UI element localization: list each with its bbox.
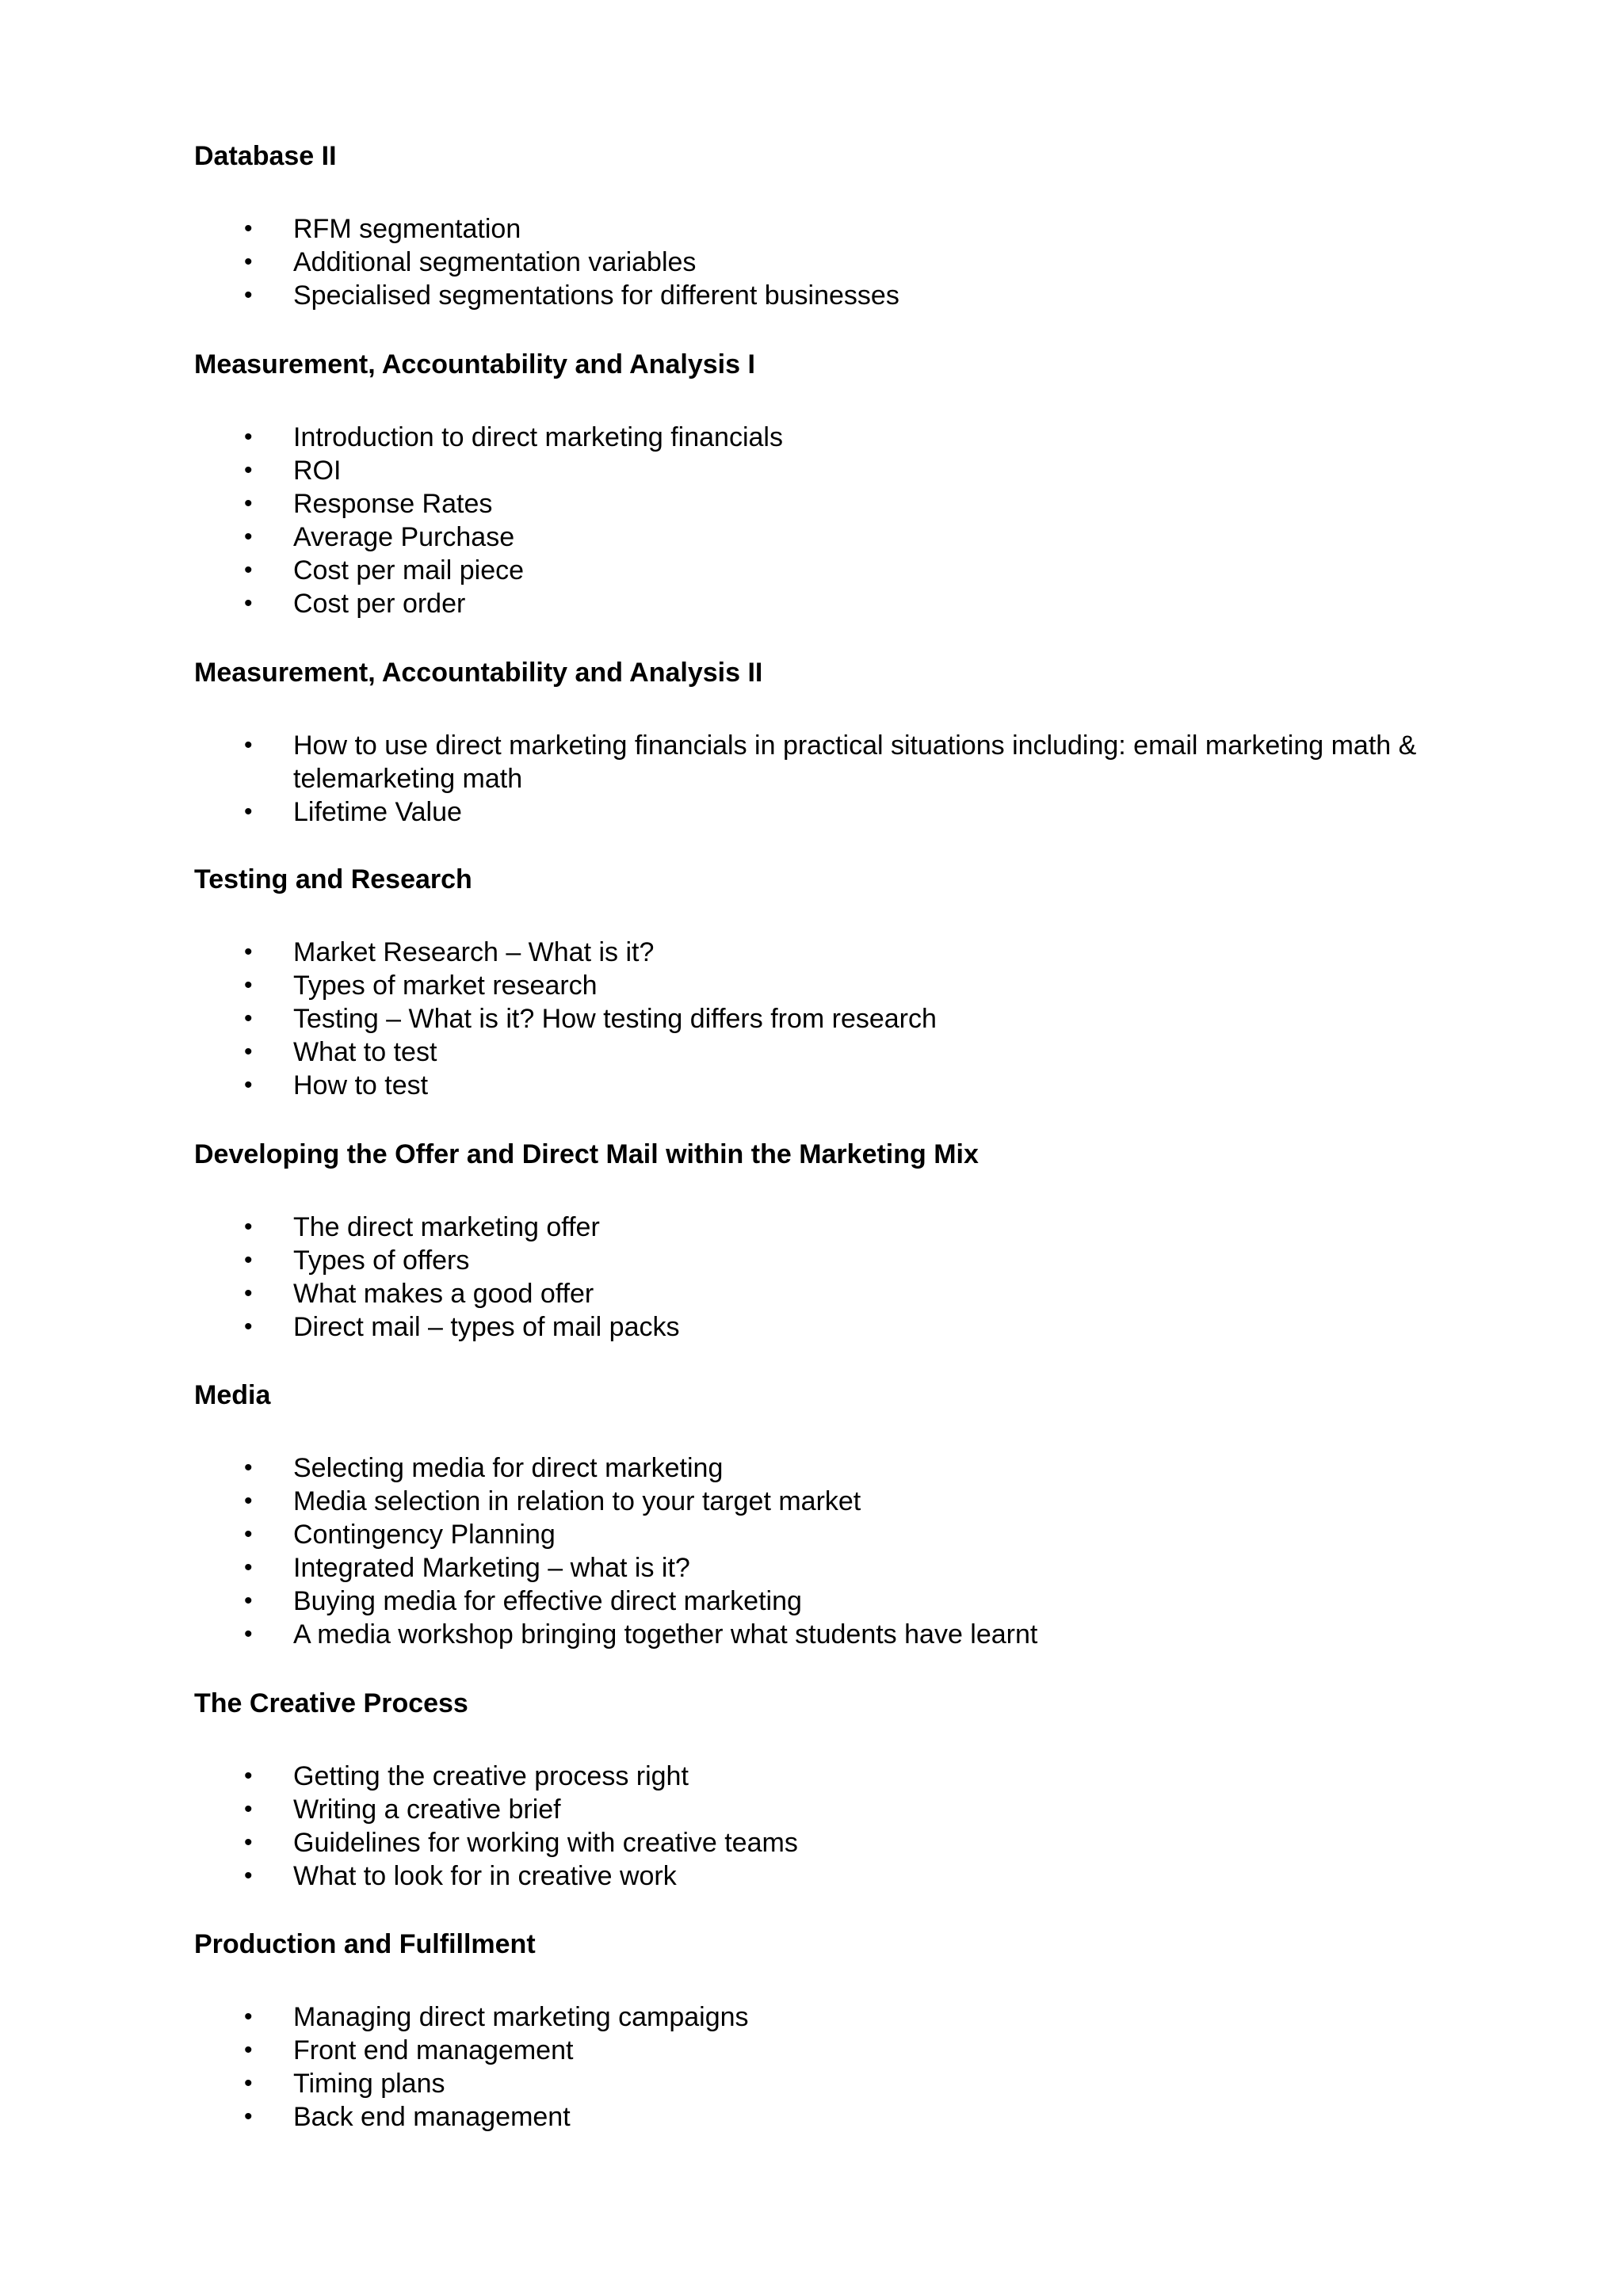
list-item (194, 1551, 1478, 1585)
bullet-icon: • (244, 424, 253, 450)
section-production-fulfillment (194, 1928, 1478, 2134)
bullet-list (194, 729, 1478, 829)
list-item (194, 1002, 1478, 1035)
list-item (194, 2034, 1478, 2067)
list-item (194, 1069, 1478, 1102)
list-item-text: Testing – What is it? How testing differs from research (293, 1004, 937, 1034)
list-item-text: Lifetime Value (293, 797, 462, 827)
list-item (194, 1244, 1478, 1277)
bullet-list (194, 936, 1478, 1102)
list-item-text: What makes a good offer (293, 1279, 594, 1309)
bullet-icon: • (244, 1763, 253, 1789)
list-item (194, 1277, 1478, 1310)
list-item-text: The direct marketing offer (293, 1212, 600, 1242)
list-item (194, 1618, 1478, 1651)
bullet-icon: • (244, 1214, 253, 1240)
list-item (194, 936, 1478, 969)
section-title: Measurement, Accountability and Analysis I (194, 349, 755, 379)
list-item (194, 795, 1478, 829)
bullet-icon: • (244, 1039, 253, 1065)
bullet-icon: • (244, 490, 253, 517)
list-item-text: Average Purchase (293, 522, 515, 552)
bullet-list (194, 2000, 1478, 2134)
list-item-text: Getting the creative process right (293, 1761, 689, 1791)
bullet-icon: • (244, 590, 253, 616)
list-item (194, 1585, 1478, 1618)
list-item (194, 1518, 1478, 1551)
bullet-icon: • (244, 1314, 253, 1340)
section-title: Database II (194, 141, 337, 171)
list-item (194, 1793, 1478, 1826)
list-item-text: Guidelines for working with creative teams (293, 1828, 798, 1858)
list-item-text: Contingency Planning (293, 1520, 556, 1550)
list-item (194, 2100, 1478, 2134)
bullet-icon: • (244, 524, 253, 550)
bullet-icon: • (244, 1829, 253, 1855)
list-item-text: Back end management (293, 2102, 571, 2132)
list-item-text: What to test (293, 1037, 437, 1067)
bullet-list (194, 421, 1478, 620)
bullet-icon: • (244, 2037, 253, 2063)
list-item (194, 969, 1478, 1002)
section-title: Developing the Offer and Direct Mail within the Marketing Mix (194, 1139, 979, 1169)
bullet-icon: • (244, 732, 253, 758)
list-item-text: Response Rates (293, 489, 493, 519)
bullet-icon: • (244, 1554, 253, 1581)
section-title: Production and Fulfillment (194, 1929, 536, 1959)
list-item (194, 554, 1478, 587)
list-item-text: Additional segmentation variables (293, 247, 697, 277)
bullet-icon: • (244, 1280, 253, 1306)
list-item (194, 487, 1478, 521)
list-item-text: Timing plans (293, 2069, 445, 2099)
list-item-text: A media workshop bringing together what students have learnt (293, 1619, 1038, 1650)
list-item-text: Types of market research (293, 971, 598, 1001)
bullet-icon: • (244, 2103, 253, 2130)
list-item (194, 1859, 1478, 1893)
section-media (194, 1379, 1478, 1651)
section-title: Media (194, 1380, 271, 1410)
list-item (194, 1211, 1478, 1244)
bullet-icon: • (244, 1247, 253, 1273)
section-title: Measurement, Accountability and Analysis II (194, 658, 763, 688)
section-testing-research (194, 863, 1478, 1102)
list-item-text: Specialised segmentations for different businesses (293, 280, 899, 311)
list-item (194, 521, 1478, 554)
bullet-icon: • (244, 2004, 253, 2030)
list-item-text: Cost per mail piece (293, 555, 525, 585)
list-item (194, 2000, 1478, 2034)
list-item-text: Introduction to direct marketing financials (293, 422, 783, 452)
bullet-icon: • (244, 457, 253, 483)
list-item-text: Writing a creative brief (293, 1794, 561, 1825)
list-item-text: Direct mail – types of mail packs (293, 1312, 680, 1342)
list-item (194, 279, 1478, 312)
bullet-icon: • (244, 1863, 253, 1889)
bullet-list (194, 1451, 1478, 1651)
list-item (194, 1451, 1478, 1485)
bullet-icon: • (244, 1005, 253, 1032)
bullet-icon: • (244, 1588, 253, 1614)
bullet-icon: • (244, 1621, 253, 1647)
list-item-text: Managing direct marketing campaigns (293, 2002, 749, 2032)
bullet-list (194, 1760, 1478, 1893)
list-item-text: Market Research – What is it? (293, 937, 655, 967)
bullet-list (194, 1211, 1478, 1344)
section-title: Testing and Research (194, 864, 472, 894)
list-item (194, 246, 1478, 279)
bullet-icon: • (244, 2070, 253, 2096)
bullet-icon: • (244, 557, 253, 583)
list-item (194, 2067, 1478, 2100)
list-item-text: ROI (293, 456, 342, 486)
section-creative-process (194, 1687, 1478, 1893)
list-item (194, 1760, 1478, 1793)
list-item-text: Front end management (293, 2035, 574, 2065)
bullet-icon: • (244, 1796, 253, 1822)
bullet-list (194, 212, 1478, 312)
list-item (194, 1485, 1478, 1518)
bullet-icon: • (244, 215, 253, 242)
bullet-icon: • (244, 939, 253, 965)
bullet-icon: • (244, 1521, 253, 1547)
list-item-text: Selecting media for direct marketing (293, 1453, 724, 1483)
list-item (194, 454, 1478, 487)
bullet-icon: • (244, 1072, 253, 1098)
list-item (194, 212, 1478, 246)
section-database-ii (194, 139, 1478, 312)
bullet-icon: • (244, 1455, 253, 1481)
bullet-icon: • (244, 972, 253, 998)
list-item-text: Buying media for effective direct marketing (293, 1586, 802, 1616)
list-item-text: Cost per order (293, 589, 466, 619)
list-item (194, 1035, 1478, 1069)
section-measurement-ii (194, 656, 1478, 829)
list-item-text: Media selection in relation to your target market (293, 1486, 861, 1516)
list-item (194, 421, 1478, 454)
bullet-icon: • (244, 249, 253, 275)
list-item (194, 1310, 1478, 1344)
list-item-text: Integrated Marketing – what is it? (293, 1553, 690, 1583)
section-title: The Creative Process (194, 1688, 468, 1718)
section-developing-offer (194, 1138, 1478, 1344)
bullet-icon: • (244, 799, 253, 825)
list-item (194, 1826, 1478, 1859)
list-item-text: How to test (293, 1070, 429, 1100)
section-measurement-i (194, 348, 1478, 620)
bullet-icon: • (244, 282, 253, 308)
list-item (194, 587, 1478, 620)
list-item-text: How to use direct marketing financials in practical situations including: email marketing math & telemarketing math (293, 730, 1417, 794)
list-item (194, 729, 1478, 795)
bullet-icon: • (244, 1488, 253, 1514)
list-item-text: RFM segmentation (293, 214, 521, 244)
list-item-text: Types of offers (293, 1245, 470, 1276)
list-item-text: What to look for in creative work (293, 1861, 677, 1891)
